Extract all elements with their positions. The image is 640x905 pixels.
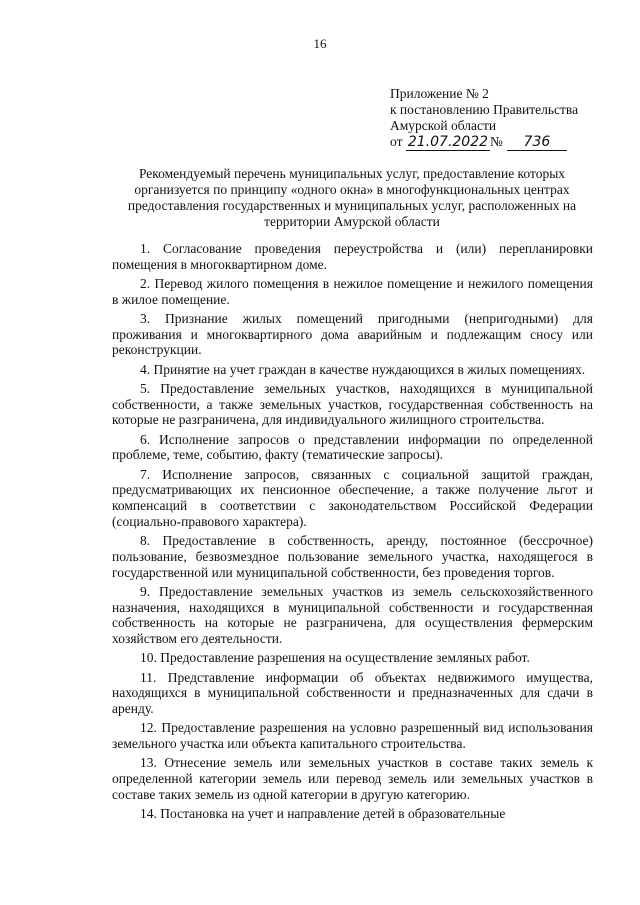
list-item: 8. Предоставление в собственность, аренду, постоянное (бессрочное) пользование, безвозмездное пользование земельного участка, находящегося в государственной или муниципальной собственности, без проведения торгов. <box>112 533 593 580</box>
list-item: 9. Предоставление земельных участков из земель сельскохозяйственного назначения, находящихся в муниципальной собственности и государственная собственность на которые не разграничена, для осуществления фермерским хозяйством его деятельности. <box>112 583 593 646</box>
list-item: 7. Исполнение запросов, связанных с социальной защитой граждан, предусматривающих их пенсионное обеспечение, а также получение льгот и компенсаций в соответствии с законодательством Российской Федерации (социально-правового характера). <box>112 466 593 529</box>
list-item: 4. Принятие на учет граждан в качестве нуждающихся в жилых помещениях. <box>140 361 586 377</box>
appendix-title: Приложение № 2 <box>390 86 489 101</box>
appendix-region: Амурской области <box>390 118 497 133</box>
list-item: 3. Признание жилых помещений пригодными (непригодными) для проживания и многоквартирного дома аварийным и подлежащим сносу или реконструкции. <box>112 311 593 358</box>
list-item: 1. Согласование проведения переустройства и (или) перепланировки помещения в многоквартирном доме. <box>112 241 593 272</box>
list-item: 2. Перевод жилого помещения в нежилое помещение и нежилого помещения в жилое помещение. <box>112 276 593 307</box>
appendix-decree-ref: к постановлению Правительства <box>390 102 579 117</box>
list-item: 12. Предоставление разрешения на условно разрешенный вид использования земельного участка или объекта капитального строительства. <box>112 720 593 751</box>
appendix-date-row <box>390 134 578 151</box>
list-item: 13. Отнесение земель или земельных участков в составе таких земель к определенной категории земель или перевод земель или земельных участков в составе таких земель из одной категории в другую категорию. <box>112 755 593 802</box>
handwritten-date: 21.07.2022 <box>407 134 489 150</box>
list-item: 5. Предоставление земельных участков, находящихся в муниципальной собственности, а также земельных участков, государственная собственность на которые не разграничена, для индивидуального жилищного строительства. <box>112 381 593 428</box>
list-item: 11. Представление информации об объектах недвижимого имущества, находящихся в муниципальной собственности и предназначенных для сдачи в аренду. <box>112 669 593 716</box>
list-item: 14. Постановка на учет и направление детей в образовательные <box>140 805 506 821</box>
number-sign: № <box>490 134 503 149</box>
list-item: 10. Предоставление разрешения на осуществление земляных работ. <box>140 650 530 666</box>
page-number: 16 <box>313 36 327 51</box>
list-item: 6. Исполнение запросов о представлении информации по определенной проблеме, теме, событию, факту (тематические запросы). <box>112 431 593 463</box>
handwritten-number: 736 <box>507 135 567 151</box>
date-prefix: от <box>390 134 403 149</box>
services-list <box>112 241 593 825</box>
document-title: Рекомендуемый перечень муниципальных услуг, предоставление которых организуется по принципу «одного окна» в многофункциональных центрах предоставления государственных и муниципальных услуг, расположенных на территории Амурской области <box>127 166 577 229</box>
appendix-block <box>390 86 578 151</box>
